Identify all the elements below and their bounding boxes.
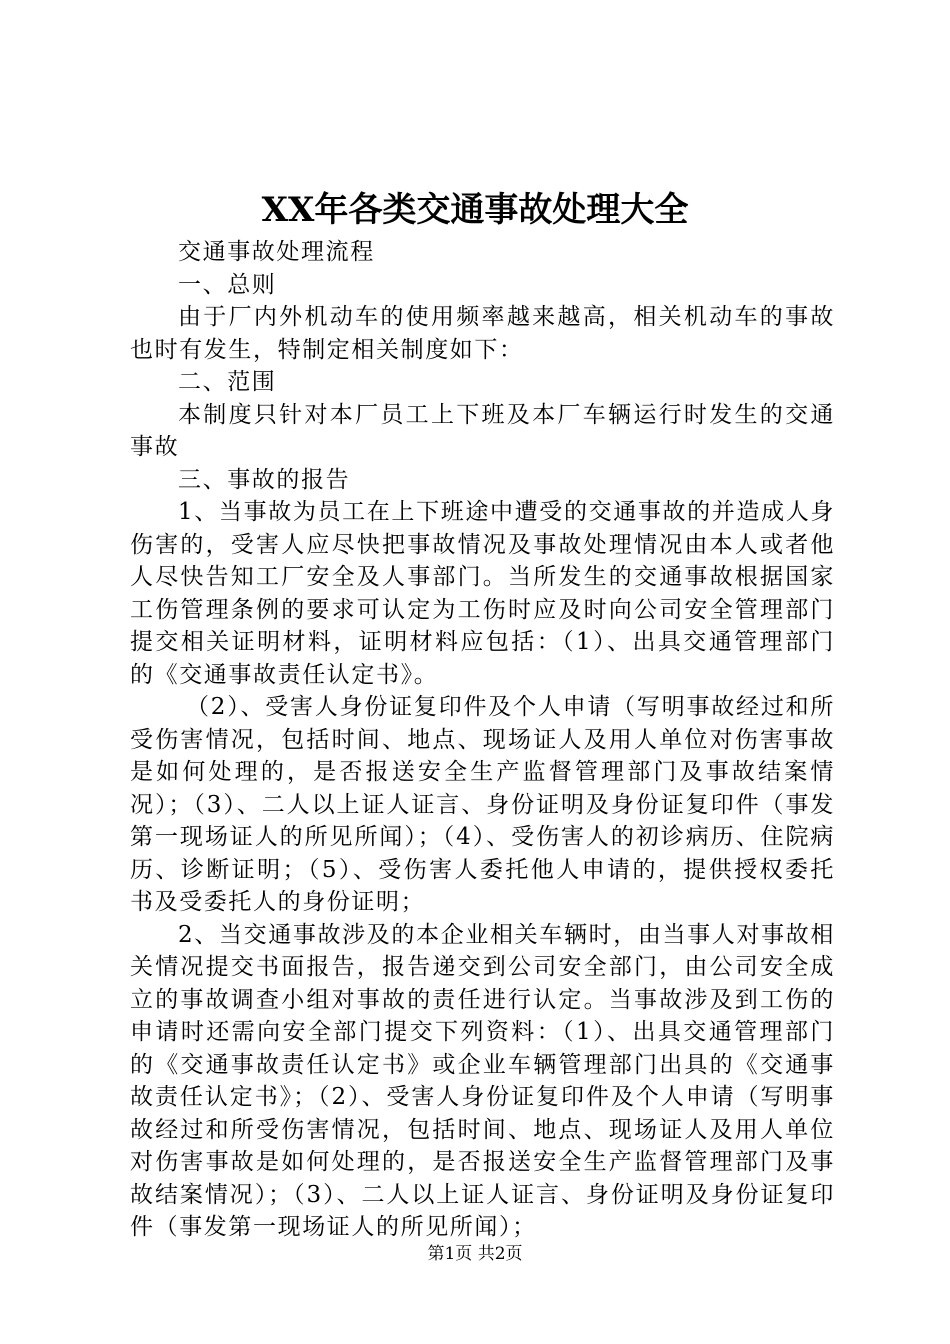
section-heading-scope: 二、范围	[178, 369, 277, 395]
paragraph-report-1-materials: （2）、受害人身份证复印件及个人申请（写明事故经过和所受伤害情况，包括时间、地点、现场证人及用人单位对伤害事故是如何处理的，是否报送安全生产监督管理部门及事故结案情况）；（3）、二人以上证人证言、身份证明及身份证复印件（事发第一现场证人的所见所闻）；（4）、受伤害人的初诊病历、住院病历、诊断证明；（5）、受伤害人委托他人申请的，提供授权委托书及受委托人的身份证明；	[130, 694, 835, 915]
document-title: XX年各类交通事故处理大全	[261, 190, 689, 230]
section-heading-general: 一、总则	[178, 271, 277, 298]
section-heading-report: 三、事故的报告	[178, 466, 351, 493]
paragraph-report-1: 1、当事故为员工在上下班途中遭受的交通事故的并造成人身伤害的，受害人应尽快把事故情况及事故处理情况由本人或者他人尽快告知工厂安全及人事部门。当所发生的交通事故根据国家工伤管理条例的要求可认定为工伤时应及时向公司安全管理部门提交相关证明材料，证明材料应包括：（1）、出具交通管理部门的《交通事故责任认定书》。	[130, 499, 835, 688]
section-heading-process: 交通事故处理流程	[178, 239, 375, 265]
paragraph-general: 由于厂内外机动车的使用频率越来越高，相关机动车的事故也时有发生，特制定相关制度如下：	[130, 304, 835, 363]
page-number: 第1页 共2页	[427, 1244, 523, 1264]
document-body	[130, 236, 835, 1244]
paragraph-scope: 本制度只针对本厂员工上下班及本厂车辆运行时发生的交通事故	[130, 401, 835, 460]
paragraph-report-2: 2、当交通事故涉及的本企业相关车辆时，由当事人对事故相关情况提交书面报告，报告递交到公司安全部门，由公司安全成立的事故调查小组对事故的责任进行认定。当事故涉及到工伤的申请时还需向安全部门提交下列资料：（1）、出具交通管理部门的《交通事故责任认定书》或企业车辆管理部门出具的《交通事故责任认定书》；（2）、受害人身份证复印件及个人申请（写明事故经过和所受伤害情况，包括时间、地点、现场证人及用人单位对伤害事故是如何处理的，是否报送安全生产监督管理部门及事故结案情况）；（3）、二人以上证人证言、身份证明及身份证复印件（事发第一现场证人的所见所闻）；	[130, 921, 835, 1240]
